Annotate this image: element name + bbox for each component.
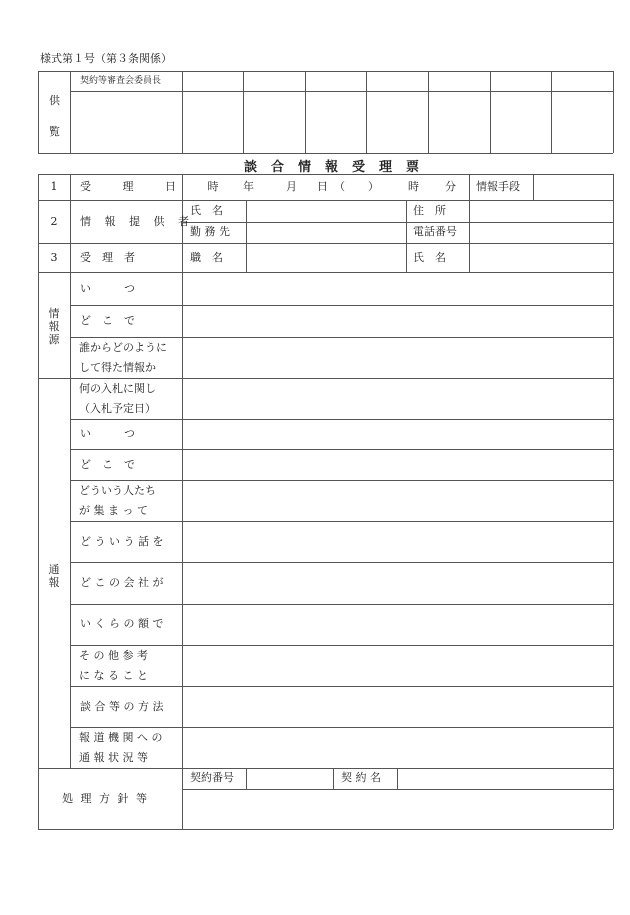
disposition-field[interactable] — [183, 790, 613, 829]
receiver-name-field[interactable] — [470, 244, 613, 272]
stamp-cell-5[interactable] — [429, 92, 490, 153]
contract-number-label: 契約番号 — [190, 771, 234, 784]
report-which-company-field[interactable] — [183, 563, 613, 604]
report-method-field[interactable] — [183, 687, 613, 727]
report-group-label: 通報 — [48, 563, 60, 589]
contract-name-field[interactable] — [398, 769, 613, 789]
report-what-talk-label: ど う い う 話 を — [80, 535, 164, 548]
report-amount-label: い く ら の 額 で — [80, 617, 164, 630]
source-when-field[interactable] — [183, 273, 613, 305]
report-who-field[interactable] — [183, 481, 613, 521]
informant-phone-field[interactable] — [470, 223, 613, 243]
hour-label: 時 — [408, 180, 419, 193]
contract-number-field[interactable] — [247, 769, 333, 789]
receiver-position-field[interactable] — [247, 244, 406, 272]
row-number-1: 1 — [50, 180, 58, 193]
report-when-field[interactable] — [183, 420, 613, 449]
contract-name-label: 契 約 名 — [341, 771, 381, 784]
receiver-name-label: 氏 名 — [413, 251, 446, 264]
source-where-label: ど こ で — [80, 314, 135, 327]
report-which-company-label: ど こ の 会 社 が — [80, 576, 164, 589]
stamp-cell-7[interactable] — [552, 92, 613, 153]
informant-address-label: 住 所 — [413, 204, 446, 217]
report-bid-field[interactable] — [183, 379, 613, 419]
source-where-field[interactable] — [183, 306, 613, 337]
informant-workplace-label: 勤 務 先 — [190, 225, 230, 238]
committee-chair-header: 契約等審査会委員長 — [80, 76, 162, 86]
source-how-field[interactable] — [183, 338, 613, 378]
source-when-label: い つ — [80, 282, 135, 295]
informant-phone-label: 電話番号 — [413, 225, 457, 238]
report-where-label: ど こ で — [80, 458, 135, 471]
form-label: 様式第１号（第３条関係） — [40, 52, 172, 65]
report-when-label: い つ — [80, 427, 135, 440]
day-weekday-label: 日（ ） — [317, 180, 385, 193]
committee-chair-stamp-cell[interactable] — [71, 92, 182, 153]
info-method-field[interactable] — [534, 175, 613, 200]
informant-address-field[interactable] — [470, 201, 613, 222]
stamp-cell-4[interactable] — [367, 92, 428, 153]
informant-name-field[interactable] — [247, 201, 406, 222]
receiver-position-label: 職 名 — [190, 251, 223, 264]
source-how-label: 誰からどのように して得た情報か — [79, 341, 167, 374]
informant-label: 情 報 提 供 者 — [80, 215, 194, 228]
stamp-cell-3[interactable] — [306, 92, 366, 153]
minute-label: 分 — [445, 180, 456, 193]
row-number-2: 2 — [50, 215, 58, 228]
received-datetime-field[interactable] — [183, 175, 469, 200]
report-where-field[interactable] — [183, 450, 613, 480]
report-other-field[interactable] — [183, 646, 613, 686]
report-press-label: 報 道 機 関 へ の 通 報 状 況 等 — [79, 731, 163, 764]
receiver-label: 受 理 者 — [80, 251, 135, 264]
month-label: 月 — [286, 180, 297, 193]
circulation-side-label-top: 供 — [49, 94, 60, 107]
report-other-label: そ の 他 参 考 に な る こ と — [79, 649, 148, 682]
year-label: 年 — [243, 180, 254, 193]
circulation-side-label-bottom: 覧 — [49, 125, 60, 138]
info-method-label: 情報手段 — [476, 180, 520, 193]
report-press-field[interactable] — [183, 728, 613, 768]
report-who-label: どういう人たち が 集 ま っ て — [79, 484, 156, 517]
disposition-label: 処 理 方 針 等 — [62, 792, 149, 805]
informant-workplace-field[interactable] — [247, 223, 406, 243]
report-what-talk-field[interactable] — [183, 522, 613, 562]
source-group-label: 情報源 — [48, 307, 60, 346]
report-amount-field[interactable] — [183, 605, 613, 645]
informant-name-label: 氏 名 — [190, 204, 223, 217]
row-number-3: 3 — [50, 251, 58, 264]
received-datetime-label: 受 理 日 時 — [80, 180, 233, 193]
stamp-cell-2[interactable] — [244, 92, 305, 153]
report-method-label: 談 合 等 の 方 法 — [80, 700, 164, 713]
stamp-cell-6[interactable] — [491, 92, 551, 153]
page-title: 談合情報受理票 — [244, 160, 434, 175]
stamp-cell-1[interactable] — [183, 92, 243, 153]
report-bid-label: 何の入札に関し （入札予定日） — [79, 382, 156, 415]
